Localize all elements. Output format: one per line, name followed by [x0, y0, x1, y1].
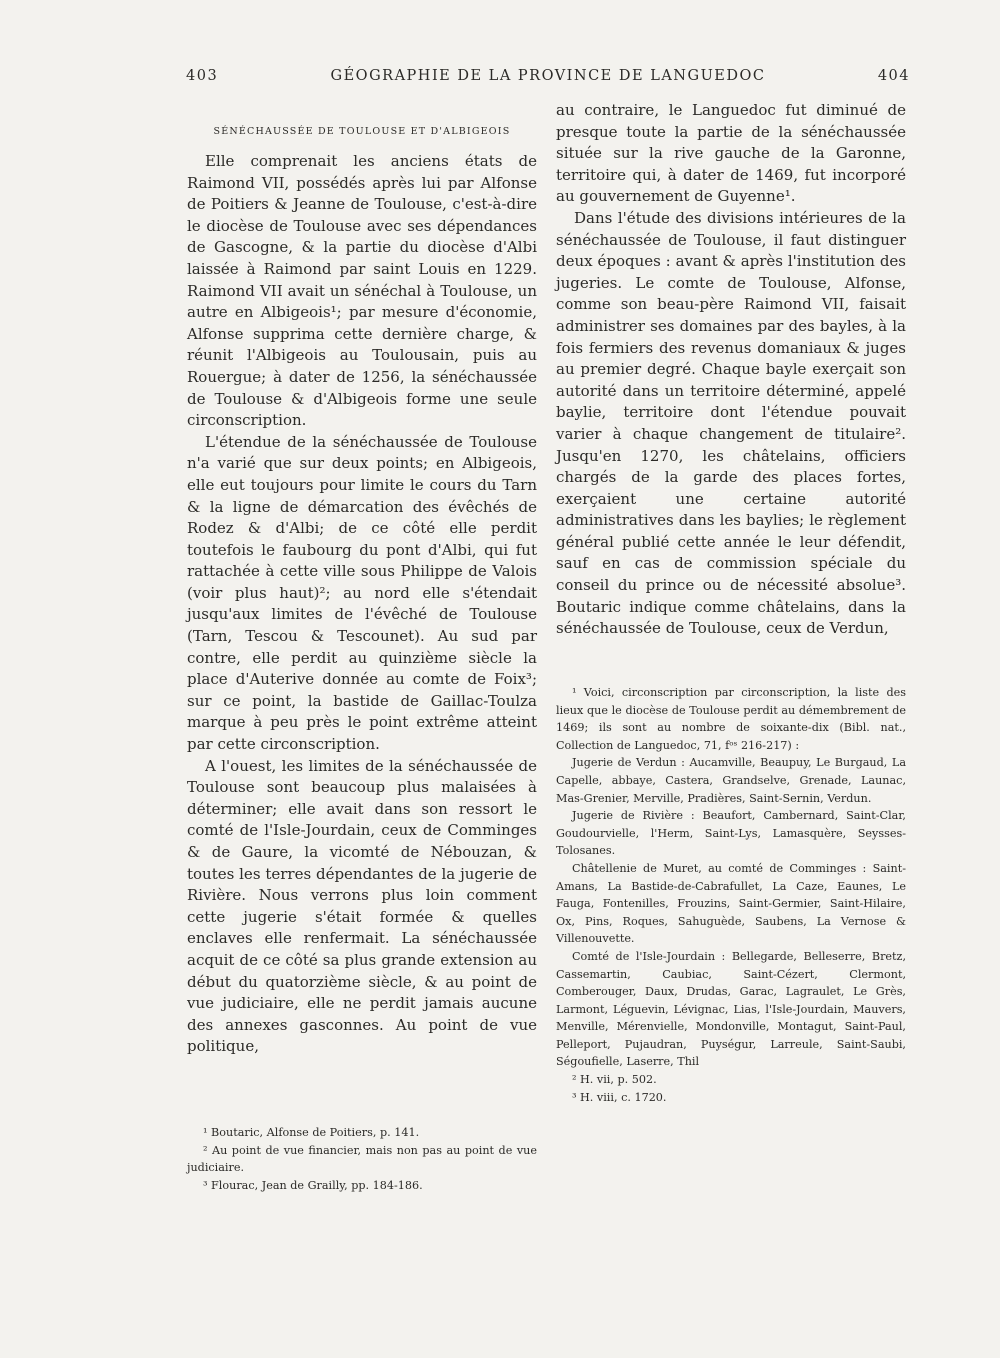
- right-column: [556, 100, 906, 1104]
- footnote: Châtellenie de Muret, au comté de Comminges : Saint-Amans, La Bastide-de-Cabrafullet, La Caze, Eaunes, Le Fauga, Fontenilles, Frouzins, Saint-Germier, Saint-Hilaire, Ox, Pins, Roques, Sahuguède, Saubens, La Vernose & Villenouvette.: [556, 861, 906, 946]
- footnote: ¹ Boutaric, Alfonse de Poitiers, p. 141.: [203, 1126, 420, 1139]
- paragraph: au contraire, le Languedoc fut diminué de presque toute la partie de la sénéchaussée située sur la rive gauche de la Garonne, territoire qui, à dater de 1469, fut incorporé au gouvernement de Guyenne¹.: [556, 101, 906, 206]
- footnote: ³ Flourac, Jean de Grailly, pp. 184-186.: [203, 1178, 423, 1192]
- left-footnotes: [187, 1124, 537, 1194]
- left-page-number: 403: [186, 68, 219, 84]
- paragraph: Elle comprenait les anciens états de Raimond VII, possédés après lui par Alfonse de Poitiers & Jeanne de Toulouse, c'est-à-dire le diocèse de Toulouse avec ses dépendances de Gascogne, & la partie du diocèse d'Albi laissée à Raimond par saint Louis en 1229. Raimond VII avait un sénéchal à Toulouse, un autre en Albigeois¹; par mesure d'économie, Alfonse supprima cette dernière charge, & réunit l'Albigeois au Toulousain, puis au Rouergue; à dater de 1256, la sénéchaussée de Toulouse & d'Albigeois forme une seule circonscription.: [187, 152, 537, 430]
- footnote: ² Au point de vue financier, mais non pas au point de vue judiciaire.: [187, 1143, 537, 1175]
- footnote: Jugerie de Verdun : Aucamville, Beaupuy, Le Burgaud, La Capelle, abbaye, Castera, Grandselve, Grenade, Launac, Mas-Grenier, Merville, Pradières, Saint-Sernin, Verdun.: [556, 756, 906, 805]
- left-column: [187, 100, 537, 1192]
- running-title: GÉOGRAPHIE DE LA PROVINCE DE LANGUEDOC: [330, 68, 766, 84]
- right-footnotes: [556, 684, 906, 1106]
- page-header: [186, 68, 910, 92]
- footnote: ² H. vii, p. 502.: [572, 1073, 657, 1087]
- left-body-text: [187, 151, 537, 1058]
- paragraph: A l'ouest, les limites de la sénéchaussée de Toulouse sont beaucoup plus malaisées à déterminer; elle avait dans son ressort le comté de l'Isle-Jourdain, ceux de Comminges & de Gaure, la vicomté de Nébouzan, & toutes les terres dépendantes de la jugerie de Rivière. Nous verrons plus loin comment cette jugerie s'était formée & quelles enclaves elle renfermait. La sénéchaussée acquit de ce côté sa plus grande extension au début du quatorzième siècle, & au point de vue judiciaire, elle ne perdit jamais aucune des annexes gasconnes. Au point de vue politique,: [187, 756, 537, 1056]
- footnote: ³ H. viii, c. 1720.: [572, 1090, 667, 1104]
- right-page-number: 404: [877, 68, 910, 84]
- paragraph: Dans l'étude des divisions intérieures de la sénéchaussée de Toulouse, il faut distinguer deux époques : avant & après l'institution des jugeries. Le comte de Toulouse, Alfonse, comme son beau-père Raimond VII, faisait administrer ses domaines par des bayles, à la fois fermiers des revenus domaniaux & juges au premier degré. Chaque bayle exerçait son autorité dans un territoire déterminé, appelé baylie, territoire dont l'étendue pouvait varier à chaque changement de titulaire². Jusqu'en 1270, les châtelains, officiers chargés de la garde des places fortes, exerçaient une certaine autorité administratives dans les baylies; le règlement général publié cette année le leur défendit, sauf en cas de commission spéciale du conseil du prince ou de nécessité absolue³. Boutaric indique comme châtelains, dans la sénéchaussée de Toulouse, ceux de Verdun,: [556, 208, 906, 638]
- footnote: Jugerie de Rivière : Beaufort, Cambernard, Saint-Clar, Goudourvielle, l'Herm, Saint-Lys, Lamasquère, Seysses-Tolosanes.: [556, 809, 906, 858]
- paragraph: L'étendue de la sénéchaussée de Toulouse n'a varié que sur deux points; en Albigeois, elle eut toujours pour limite le cours du Tarn & la ligne de démarcation des évêchés de Rodez & d'Albi; de ce côté elle perdit toutefois le faubourg du pont d'Albi, qui fut rattachée à cette ville sous Philippe de Valois (voir plus haut)²; au nord elle s'étendait jusqu'aux limites de l'évêché de Toulouse (Tarn, Tescou & Tescounet). Au sud par contre, elle perdit au quinzième siècle la place d'Auterive donnée au comte de Foix³; sur ce point, la bastide de Gaillac-Toulza marque à peu près le point extrême atteint par cette circonscription.: [187, 432, 537, 754]
- right-body-text: [556, 100, 906, 640]
- section-title: SÉNÉCHAUSSÉE DE TOULOUSE ET D'ALBIGEOIS: [213, 126, 511, 137]
- footnote: Comté de l'Isle-Jourdain : Bellegarde, Belleserre, Bretz, Cassemartin, Caubiac, Saint-Cézert, Clermont, Comberouger, Daux, Drudas, Garac, Lagraulet, Le Grès, Larmont, Léguevin, Lévignac, Lias, l'Isle-Jourdain, Mauvers, Menville, Mérenvielle, Mondonville, Montagut, Saint-Paul, Pelleport, Pujaudran, Puységur, Larreule, Saint-Saubi, Ségoufielle, Laserre, Thil: [556, 949, 906, 1069]
- footnote: ¹ Voici, circonscription par circonscription, la liste des lieux que le diocèse de Toulouse perdit au démembrement de 1469; ils sont au nombre de soixante-dix (Bibl. nat., Collection de Languedoc, 71, fᵒˢ 216-217) :: [556, 686, 906, 752]
